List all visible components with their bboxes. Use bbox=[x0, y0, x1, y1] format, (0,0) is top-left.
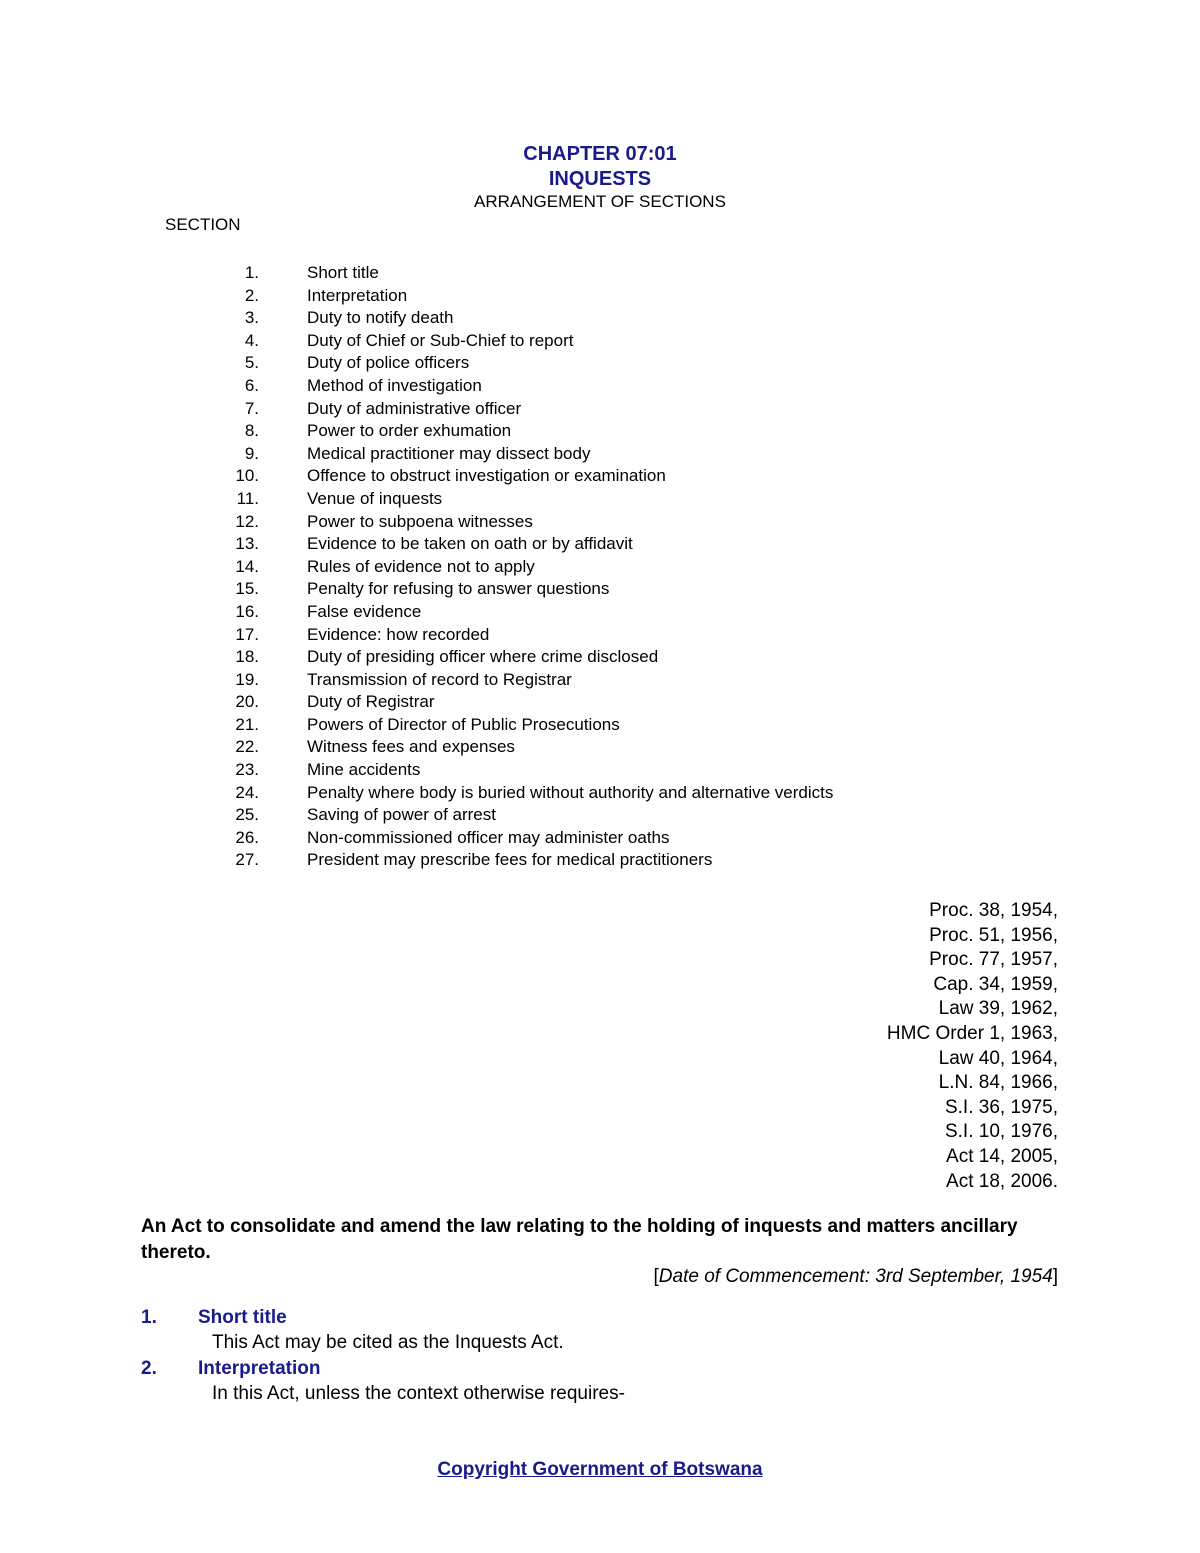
toc-row bbox=[0, 759, 1200, 782]
toc-title: Interpretation bbox=[307, 285, 408, 305]
section-body: In this Act, unless the context otherwise requires- bbox=[212, 1383, 625, 1404]
toc-row bbox=[0, 398, 1200, 421]
arrangement-heading: ARRANGEMENT OF SECTIONS bbox=[474, 192, 726, 211]
history-entry: L.N. 84, 1966, bbox=[938, 1072, 1058, 1094]
toc-number: 22. bbox=[235, 737, 259, 757]
toc-title: Offence to obstruct investigation or examination bbox=[307, 466, 666, 486]
commencement-text: Date of Commencement: 3rd September, 1954 bbox=[658, 1266, 1053, 1287]
toc-number: 16. bbox=[235, 601, 259, 621]
toc-number: 18. bbox=[235, 647, 259, 667]
toc-title: Short title bbox=[307, 263, 379, 282]
table-of-sections bbox=[0, 262, 1200, 872]
toc-row bbox=[0, 443, 1200, 466]
history-entry: S.I. 36, 1975, bbox=[944, 1096, 1058, 1118]
toc-title: Saving of power of arrest bbox=[307, 805, 496, 825]
history-entry: Act 18, 2006. bbox=[946, 1170, 1058, 1192]
toc-title: Penalty where body is buried without authority and alternative verdicts bbox=[307, 782, 834, 802]
toc-number: 8. bbox=[244, 421, 259, 441]
toc-row bbox=[0, 601, 1200, 624]
toc-row bbox=[0, 624, 1200, 647]
toc-title: Method of investigation bbox=[307, 375, 482, 395]
toc-title: Witness fees and expenses bbox=[307, 737, 515, 757]
toc-number: 25. bbox=[235, 805, 259, 825]
toc-number: 19. bbox=[235, 669, 259, 689]
toc-number: 5. bbox=[244, 353, 259, 373]
toc-title: False evidence bbox=[307, 601, 422, 621]
toc-title: Duty of Registrar bbox=[307, 692, 435, 712]
toc-title: Duty of administrative officer bbox=[307, 398, 522, 418]
history-entry: Act 14, 2005, bbox=[946, 1145, 1058, 1167]
toc-row bbox=[0, 691, 1200, 714]
section-body: This Act may be cited as the Inquests Act. bbox=[212, 1332, 564, 1353]
history-entry: S.I. 10, 1976, bbox=[944, 1121, 1058, 1143]
section-heading: Short title bbox=[198, 1307, 287, 1328]
toc-row bbox=[0, 782, 1200, 805]
toc-row bbox=[0, 714, 1200, 737]
toc-number: 23. bbox=[235, 760, 259, 780]
toc-number: 12. bbox=[235, 511, 259, 531]
chapter-title: INQUESTS bbox=[548, 168, 652, 190]
toc-title: Non-commissioned officer may administer oaths bbox=[307, 827, 670, 847]
toc-title: Venue of inquests bbox=[307, 488, 443, 508]
toc-number: 17. bbox=[235, 624, 259, 644]
toc-number: 11. bbox=[236, 488, 259, 508]
toc-title: Rules of evidence not to apply bbox=[307, 556, 535, 576]
toc-number: 21. bbox=[235, 714, 259, 734]
toc-row bbox=[0, 465, 1200, 488]
toc-row bbox=[0, 827, 1200, 850]
toc-row bbox=[0, 804, 1200, 827]
history-entry: Proc. 51, 1956, bbox=[929, 924, 1058, 946]
toc-row bbox=[0, 420, 1200, 443]
toc-row bbox=[0, 849, 1200, 872]
toc-number: 14. bbox=[235, 556, 259, 576]
history-entry: HMC Order 1, 1963, bbox=[886, 1022, 1058, 1044]
section-heading: Interpretation bbox=[198, 1358, 321, 1379]
toc-title: Transmission of record to Registrar bbox=[307, 669, 572, 689]
toc-row bbox=[0, 511, 1200, 534]
toc-title: Power to order exhumation bbox=[307, 421, 512, 441]
history-entry: Law 39, 1962, bbox=[938, 998, 1058, 1020]
toc-title: Evidence to be taken on oath or by affidavit bbox=[307, 534, 633, 554]
bracket-open: [ bbox=[653, 1266, 659, 1287]
toc-title: Powers of Director of Public Prosecutions bbox=[307, 714, 620, 734]
legislative-history bbox=[887, 899, 1058, 1194]
toc-title: Duty of Chief or Sub-Chief to report bbox=[307, 330, 574, 350]
history-entry: Proc. 77, 1957, bbox=[929, 949, 1058, 971]
chapter-number: CHAPTER 07:01 bbox=[523, 143, 677, 165]
section-number: 2. bbox=[141, 1358, 157, 1379]
toc-row bbox=[0, 285, 1200, 308]
toc-row bbox=[0, 307, 1200, 330]
toc-title: President may prescribe fees for medical practitioners bbox=[307, 850, 713, 870]
toc-title: Evidence: how recorded bbox=[307, 624, 490, 644]
toc-row bbox=[0, 533, 1200, 556]
toc-number: 3. bbox=[244, 308, 259, 328]
toc-number: 7. bbox=[244, 398, 259, 418]
toc-row bbox=[0, 556, 1200, 579]
toc-title: Duty of police officers bbox=[307, 353, 470, 373]
toc-row bbox=[0, 578, 1200, 601]
history-entry: Law 40, 1964, bbox=[938, 1047, 1058, 1069]
history-entry: Cap. 34, 1959, bbox=[933, 973, 1058, 995]
history-entry: Proc. 38, 1954, bbox=[929, 900, 1058, 921]
toc-number: 24. bbox=[235, 782, 259, 802]
toc-number: 6. bbox=[244, 375, 259, 395]
toc-title: Penalty for refusing to answer questions bbox=[307, 579, 610, 599]
toc-number: 1. bbox=[244, 263, 259, 282]
toc-title: Duty to notify death bbox=[307, 308, 454, 328]
toc-number: 27. bbox=[235, 850, 259, 870]
section-number: 1. bbox=[141, 1307, 157, 1328]
toc-row bbox=[0, 488, 1200, 511]
toc-row bbox=[0, 330, 1200, 353]
toc-number: 10. bbox=[235, 466, 259, 486]
toc-row bbox=[0, 375, 1200, 398]
toc-number: 2. bbox=[244, 285, 259, 305]
toc-number: 4. bbox=[244, 330, 259, 350]
toc-row bbox=[0, 352, 1200, 375]
section-column-label: SECTION bbox=[165, 215, 241, 234]
toc-row bbox=[0, 646, 1200, 669]
toc-number: 20. bbox=[235, 692, 259, 712]
toc-number: 13. bbox=[235, 534, 259, 554]
toc-row bbox=[0, 669, 1200, 692]
toc-row bbox=[0, 262, 1200, 285]
copyright-link[interactable]: Copyright Government of Botswana bbox=[437, 1459, 763, 1480]
toc-number: 15. bbox=[235, 579, 259, 599]
toc-title: Medical practitioner may dissect body bbox=[307, 443, 591, 463]
toc-title: Duty of presiding officer where crime disclosed bbox=[307, 647, 659, 667]
footer bbox=[0, 1458, 1200, 1482]
commencement-date bbox=[654, 1264, 1059, 1290]
act-long-title: An Act to consolidate and amend the law relating to the holding of inquests and matters ancillary thereto. bbox=[141, 1216, 1018, 1263]
bracket-close: ] bbox=[1052, 1266, 1058, 1287]
toc-title: Mine accidents bbox=[307, 760, 421, 780]
toc-row bbox=[0, 736, 1200, 759]
toc-number: 9. bbox=[244, 443, 259, 463]
toc-number: 26. bbox=[235, 827, 259, 847]
toc-title: Power to subpoena witnesses bbox=[307, 511, 533, 531]
